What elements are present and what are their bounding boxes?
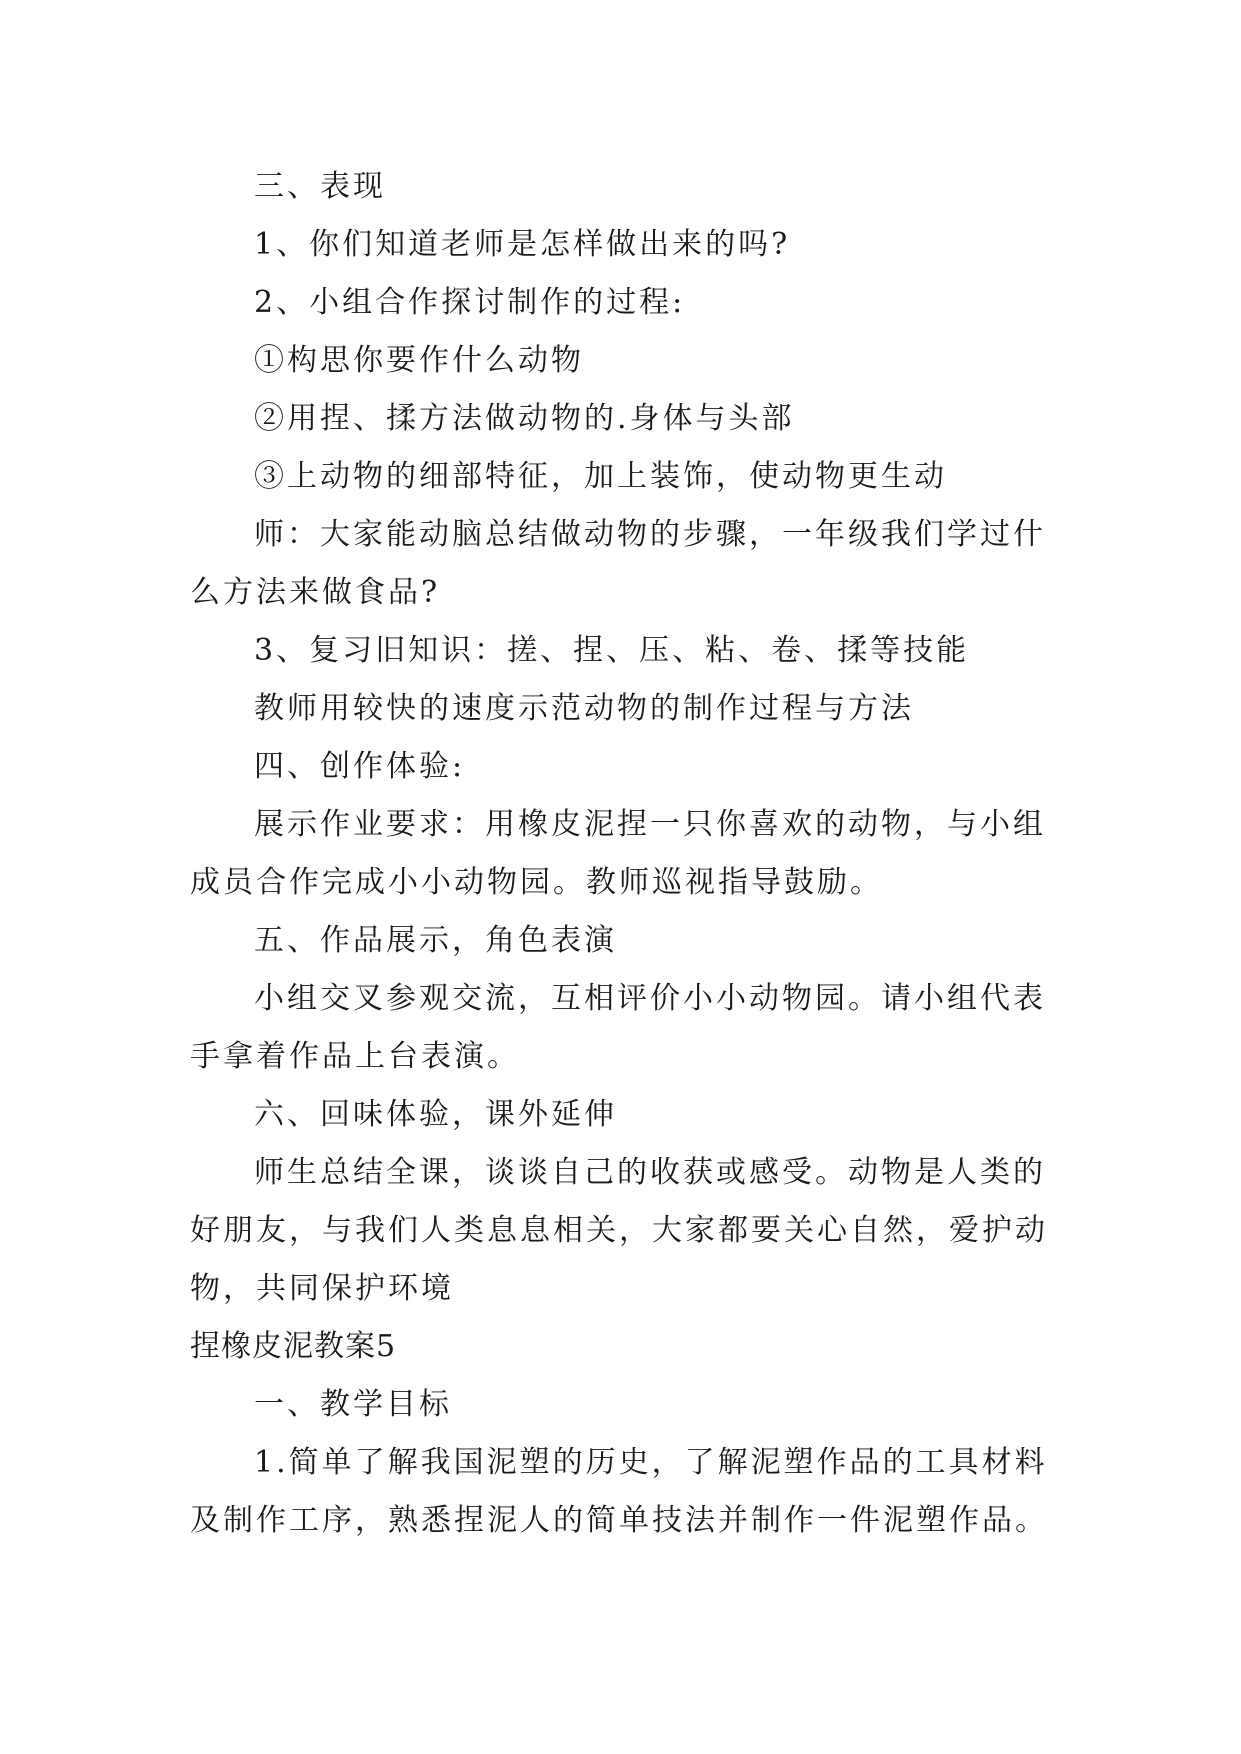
text-line: 师生总结全课，谈谈自己的收获或感受。动物是人类的 — [254, 1155, 1046, 1190]
text-line: ①构思你要作什么动物 — [254, 343, 584, 378]
text-line: 师：大家能动脑总结做动物的步骤，一年级我们学过什 — [254, 517, 1046, 552]
text-line: 2、小组合作探讨制作的过程: — [254, 285, 686, 320]
text-line: 1、你们知道老师是怎样做出来的吗? — [254, 227, 791, 262]
text-line: 么方法来做食品? — [190, 575, 441, 610]
text-line: 及制作工序，熟悉捏泥人的简单技法并制作一件泥塑作品。 — [190, 1503, 1048, 1538]
text-line: 成员合作完成小小动物园。教师巡视指导鼓励。 — [190, 865, 883, 900]
section-heading: 捏橡皮泥教案5 — [190, 1329, 397, 1364]
text-line: 四、创作体验: — [254, 749, 466, 784]
text-line: 小组交叉参观交流，互相评价小小动物园。请小组代表 — [254, 981, 1046, 1016]
text-line: 3、复习旧知识：搓、捏、压、粘、卷、揉等技能 — [254, 633, 970, 668]
text-line: 五、作品展示，角色表演 — [254, 923, 617, 958]
document-body — [190, 158, 1070, 1550]
text-line: 1.简单了解我国泥塑的历史，了解泥塑作品的工具材料 — [254, 1445, 1048, 1480]
text-line: 三、表现 — [254, 169, 386, 204]
text-line: 好朋友，与我们人类息息相关，大家都要关心自然，爱护动 — [190, 1213, 1048, 1248]
text-line: ②用捏、揉方法做动物的.身体与头部 — [254, 401, 795, 436]
text-line: 物，共同保护环境 — [190, 1271, 454, 1306]
text-line: 六、回味体验，课外延伸 — [254, 1097, 617, 1132]
text-line: ③上动物的细部特征，加上装饰，使动物更生动 — [254, 459, 947, 494]
text-line: 手拿着作品上台表演。 — [190, 1039, 520, 1074]
text-line: 一、教学目标 — [254, 1387, 452, 1422]
text-line: 教师用较快的速度示范动物的制作过程与方法 — [254, 691, 914, 726]
text-line: 展示作业要求：用橡皮泥捏一只你喜欢的动物，与小组 — [254, 807, 1046, 842]
